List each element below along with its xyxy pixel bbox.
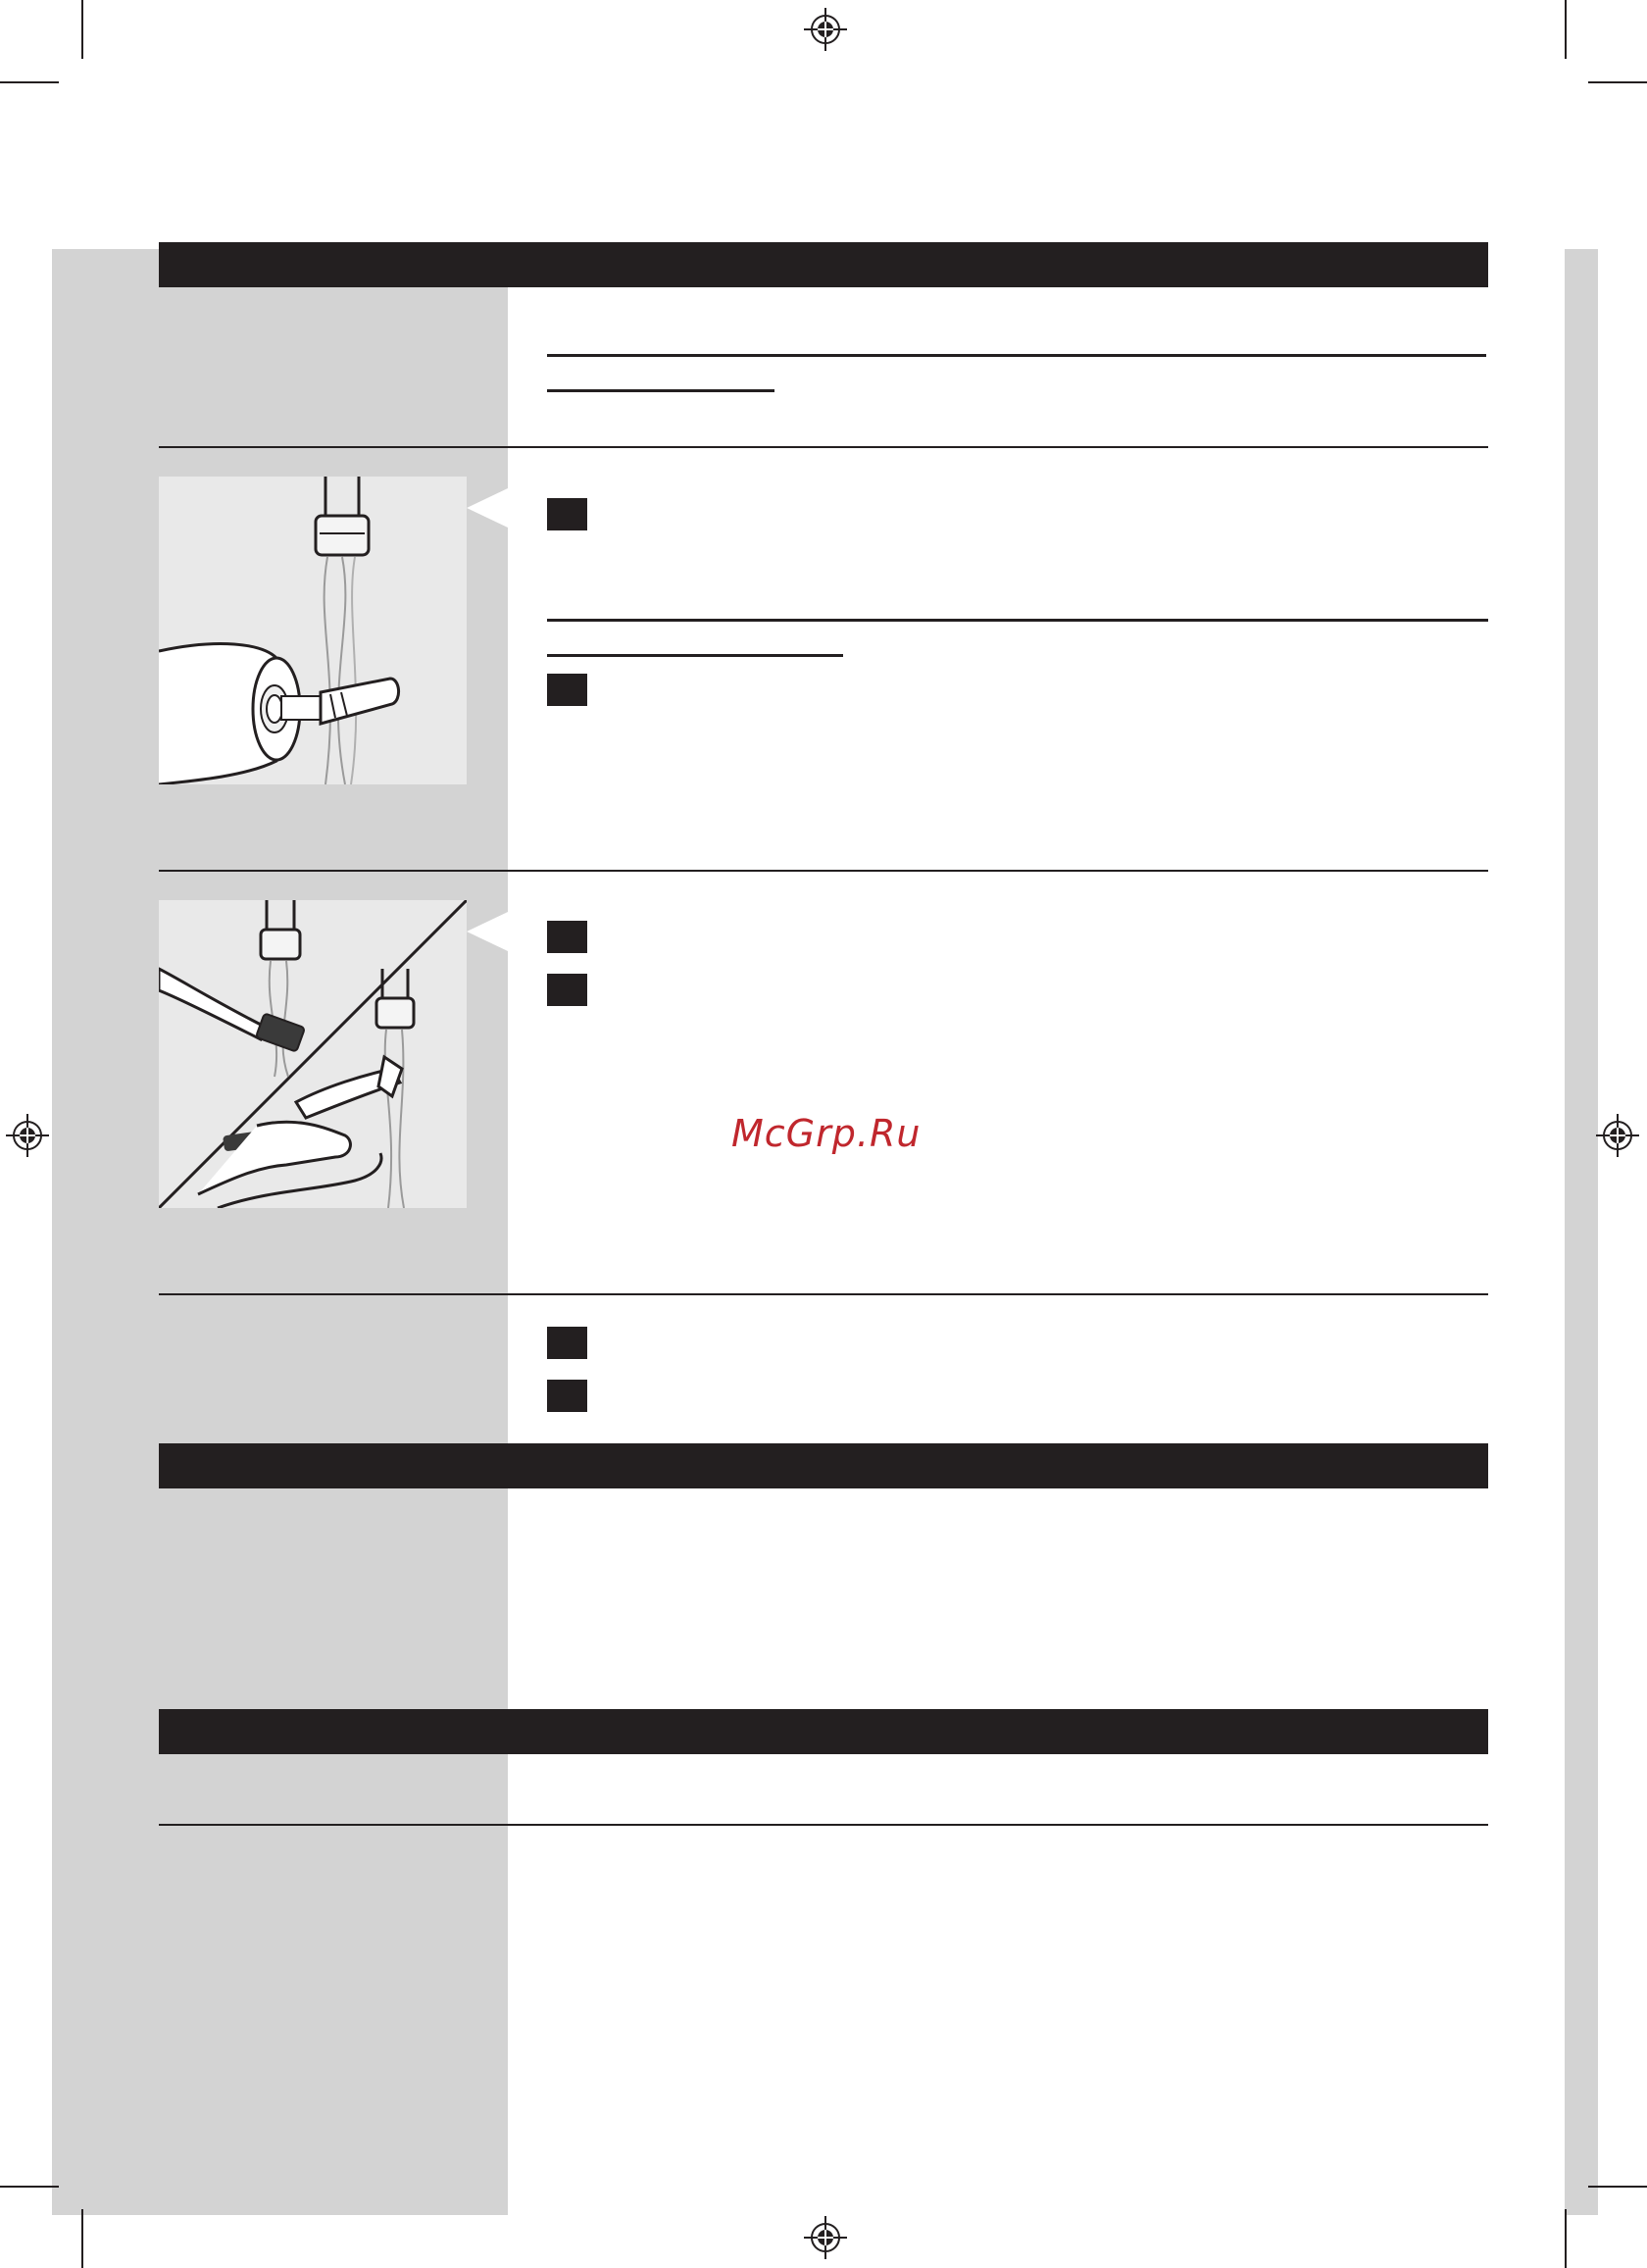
step-number-box [547, 974, 587, 1006]
step-number-box [547, 498, 587, 530]
right-margin-strip [1565, 249, 1598, 2215]
figure-pointer [467, 912, 508, 951]
section-header-bar [159, 1443, 1488, 1488]
step-number-box [547, 1327, 587, 1359]
brush-head-rinse-illustration [159, 900, 467, 1208]
section-header-bar [159, 1709, 1488, 1754]
subheading-rule [547, 619, 1488, 622]
section-divider [159, 446, 1488, 448]
section-header-bar [159, 242, 1488, 287]
step-number-box [547, 674, 587, 706]
registration-mark-icon [804, 2216, 847, 2259]
registration-mark-icon [804, 8, 847, 51]
registration-mark-icon [6, 1114, 49, 1157]
registration-mark-icon [1596, 1114, 1639, 1157]
figure-pointer [467, 488, 508, 528]
step-number-box [547, 921, 587, 953]
section-divider [159, 1824, 1488, 1826]
step-number-box [547, 1380, 587, 1412]
section-divider [159, 870, 1488, 872]
subheading-rule [547, 654, 843, 657]
toothbrush-handle-under-tap-illustration [159, 477, 467, 784]
section-divider [159, 1293, 1488, 1295]
watermark: McGrp.Ru [731, 1112, 922, 1155]
subheading-rule [547, 354, 1486, 357]
subheading-rule [547, 389, 774, 392]
